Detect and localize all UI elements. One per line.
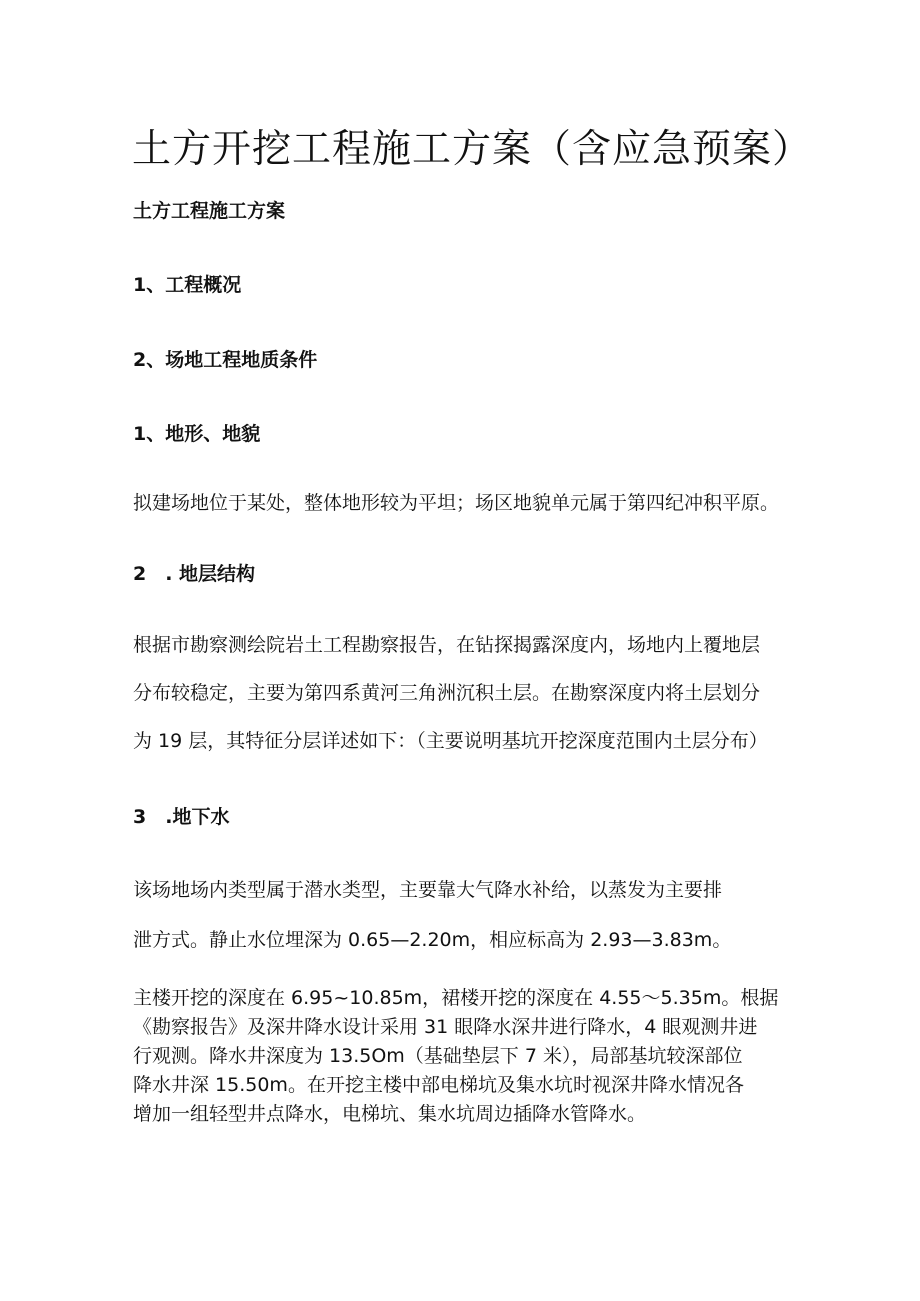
paragraph-dewatering-line: 《勘察报告》及深井降水设计采用 31 眼降水深井进行降水，4 眼观测井进 <box>133 1016 758 1038</box>
subheading-strata: 2 . 地层结构 <box>133 563 256 585</box>
paragraph-terrain: 拟建场地位于某处，整体地形较为平坦；场区地貌单元属于第四纪冲积平原。 <box>133 492 780 514</box>
section-heading-overview: 1、工程概况 <box>133 274 242 296</box>
paragraph-groundwater-line: 该场地场内类型属于潜水类型，主要靠大气降水补给，以蒸发为主要排 <box>133 879 723 901</box>
paragraph-groundwater-line: 泄方式。静止水位埋深为 0.65—2.20m，相应标高为 2.93—3.83m。 <box>133 929 732 951</box>
paragraph-strata-line: 根据市勘察测绘院岩土工程勘察报告，在钻探揭露深度内，场地内上覆地层 <box>133 634 761 656</box>
section-heading-geology: 2、场地工程地质条件 <box>133 349 318 371</box>
subheading-groundwater: 3 .地下水 <box>133 806 230 828</box>
paragraph-dewatering-line: 降水井深 15.50m。在开挖主楼中部电梯坑及集水坑时视深井降水情况各 <box>133 1074 744 1096</box>
paragraph-dewatering-line: 主楼开挖的深度在 6.95~10.85m，裙楼开挖的深度在 4.55～5.35m。根据 <box>133 987 779 1009</box>
document-title: 土方开挖工程施工方案（含应急预案） <box>132 127 813 172</box>
paragraph-dewatering-line: 增加一组轻型井点降水，电梯坑、集水坑周边插降水管降水。 <box>133 1103 647 1125</box>
section-subtitle: 土方工程施工方案 <box>133 200 286 222</box>
paragraph-strata-line: 为 19 层，其特征分层详述如下：（主要说明基坑开挖深度范围内土层分布） <box>133 730 768 752</box>
paragraph-strata-line: 分布较稳定，主要为第四系黄河三角洲沉积土层。在勘察深度内将土层划分 <box>133 682 761 704</box>
subheading-terrain: 1、地形、地貌 <box>133 423 261 445</box>
paragraph-dewatering-line: 行观测。降水井深度为 13.5Om（基础垫层下 7 米），局部基坑较深部位 <box>133 1045 743 1067</box>
